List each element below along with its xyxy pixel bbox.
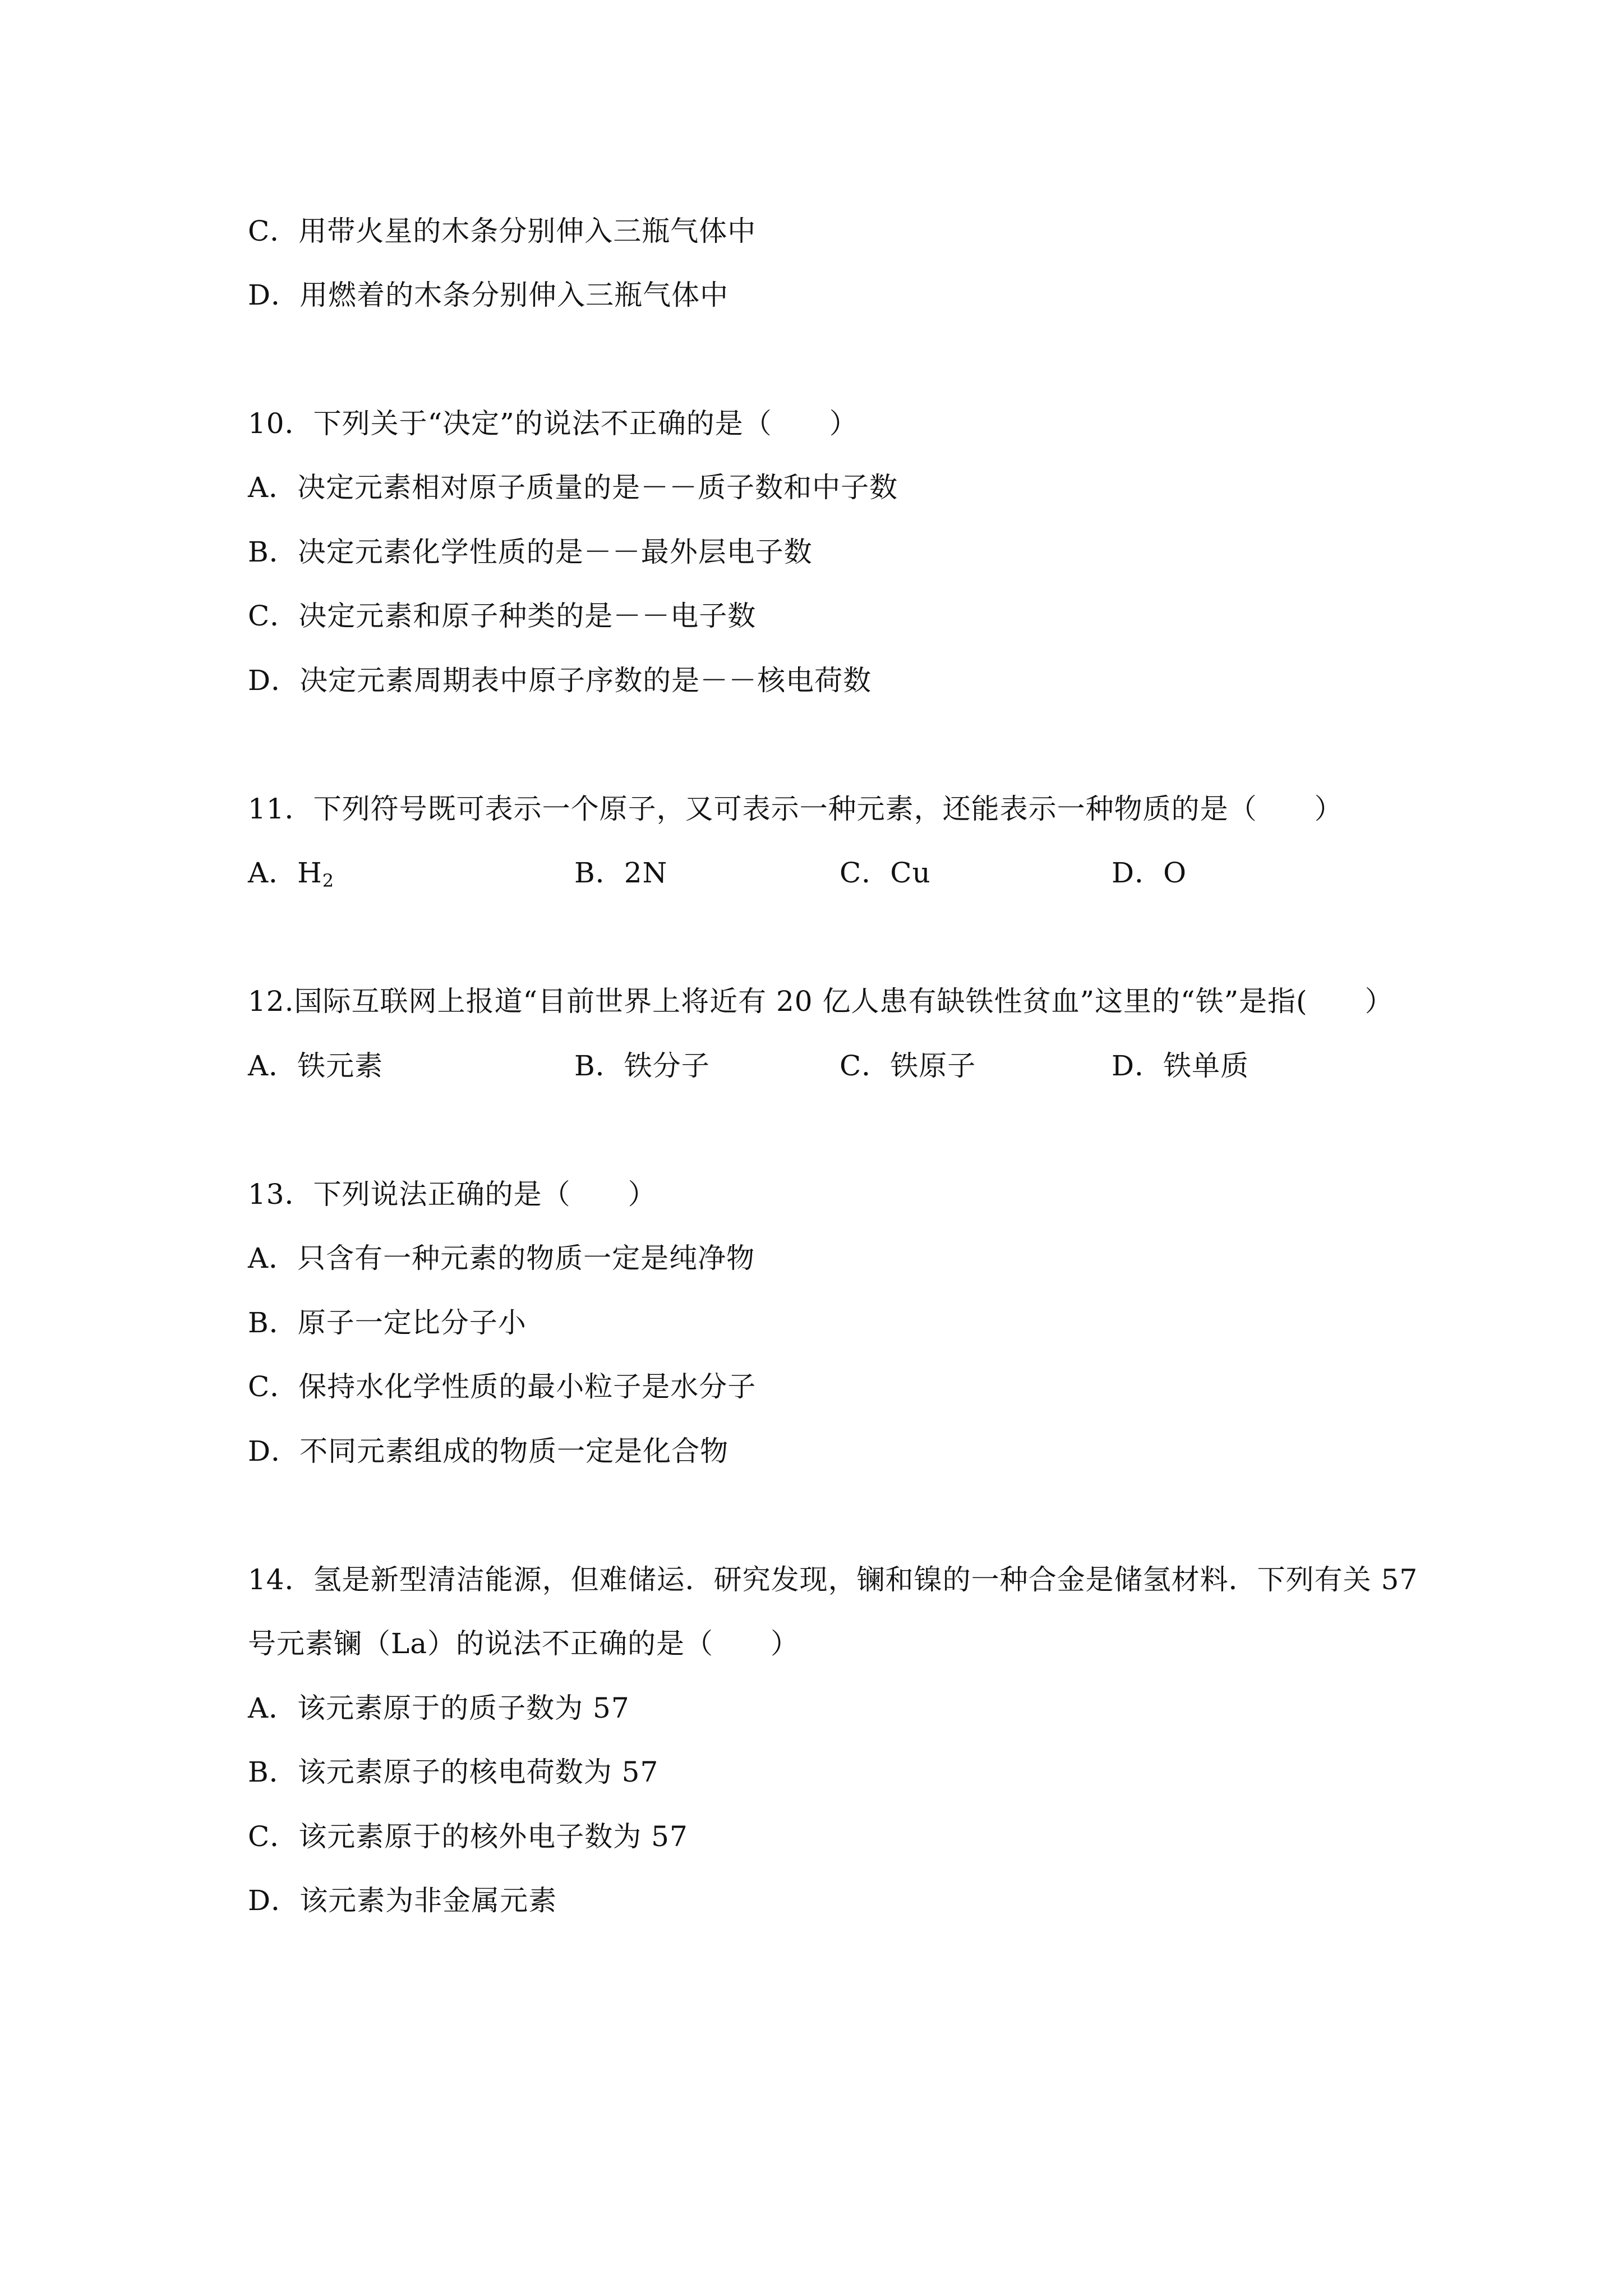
q11-option-b: B．2N xyxy=(574,857,668,889)
q13-option-a: A．只含有一种元素的物质一定是纯净物 xyxy=(248,1242,755,1274)
q14-option-d: D．该元素为非金属元素 xyxy=(248,1884,557,1917)
prev-option-d: D．用燃着的木条分别伸入三瓶气体中 xyxy=(248,279,729,311)
q12-option-c: C．铁原子 xyxy=(840,1050,976,1082)
q10-stem: 10．下列关于“决定”的说法不正确的是（ ） xyxy=(248,407,858,440)
q13-option-d: D．不同元素组成的物质一定是化合物 xyxy=(248,1435,729,1467)
q10-option-a: A．决定元素相对原子质量的是－－质子数和中子数 xyxy=(248,471,898,504)
q11-option-a-subscript: 2 xyxy=(322,870,335,891)
q14-option-a: A．该元素原于的质子数为 57 xyxy=(248,1692,630,1724)
q13-option-b: B．原子一定比分子小 xyxy=(248,1306,527,1339)
q12-stem: 12.国际互联网上报道“目前世界上将近有 20 亿人患有缺铁性贫血”这里的“铁”是指( ） xyxy=(248,985,1394,1018)
q11-stem: 11．下列符号既可表示一个原子，又可表示一种元素，还能表示一种物质的是（ ） xyxy=(248,793,1343,825)
q10-option-b: B．决定元素化学性质的是－－最外层电子数 xyxy=(248,536,813,568)
q12-option-d: D．铁单质 xyxy=(1112,1050,1249,1082)
q14-option-c: C．该元素原于的核外电子数为 57 xyxy=(248,1820,688,1853)
q13-stem: 13．下列说法正确的是（ ） xyxy=(248,1178,657,1211)
q10-option-c: C．决定元素和原子种类的是－－电子数 xyxy=(248,600,757,632)
q14-option-b: B．该元素原子的核电荷数为 57 xyxy=(248,1756,659,1788)
q10-option-d: D．决定元素周期表中原子序数的是－－核电荷数 xyxy=(248,664,872,697)
q11-option-a-text: A．H xyxy=(248,857,322,889)
q11-option-d: D．O xyxy=(1112,857,1187,889)
q14-stem-line-2: 号元素镧（La）的说法不正确的是（ ） xyxy=(248,1627,800,1660)
q11-option-a xyxy=(248,856,334,898)
q12-option-a: A．铁元素 xyxy=(248,1050,384,1082)
q13-option-c: C．保持水化学性质的最小粒子是水分子 xyxy=(248,1370,757,1403)
prev-option-c: C．用带火星的木条分别伸入三瓶气体中 xyxy=(248,215,757,247)
q12-option-b: B．铁分子 xyxy=(574,1050,710,1082)
q14-stem-line-1: 14．氢是新型清洁能源，但难储运．研究发现，镧和镍的一种合金是储氢材料．下列有关 57 xyxy=(248,1563,1418,1596)
q11-option-c: C．Cu xyxy=(840,857,931,889)
